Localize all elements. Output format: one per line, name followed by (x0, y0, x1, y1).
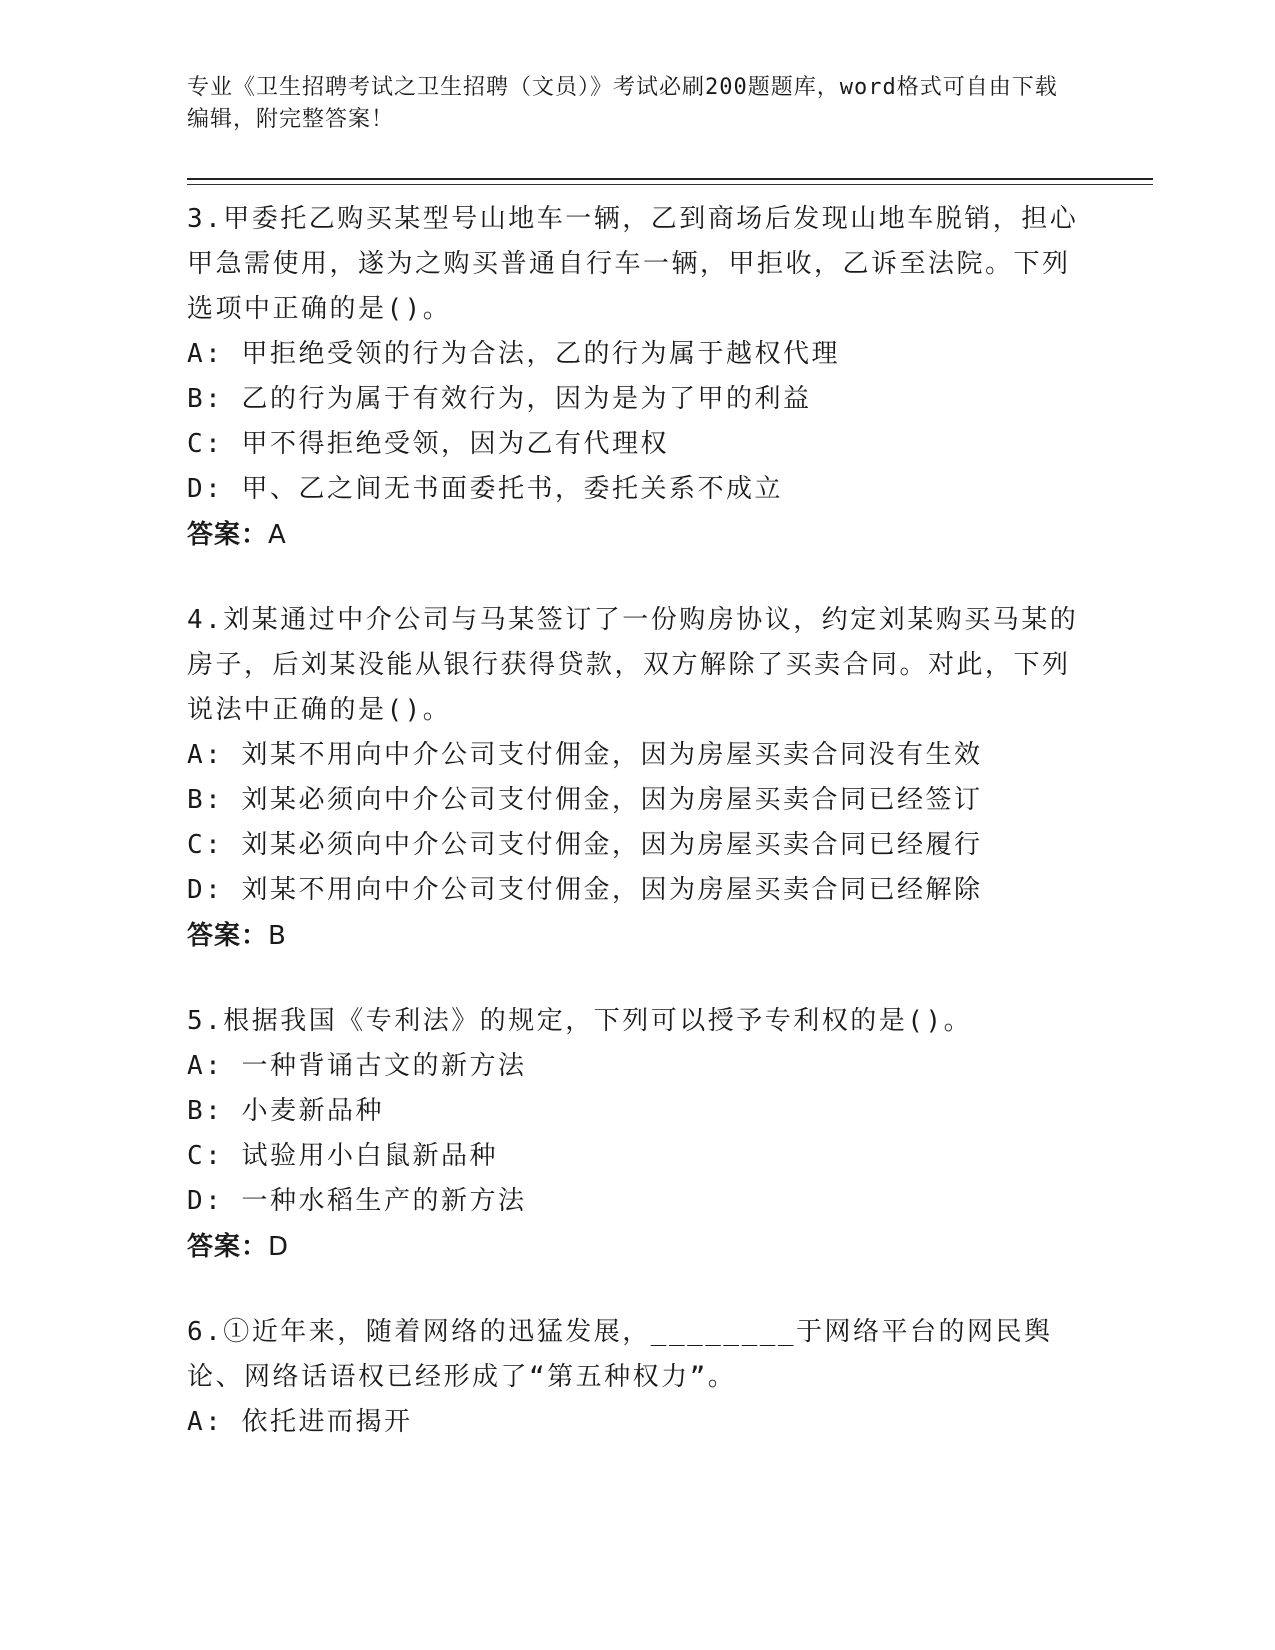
option-d: D: 甲、乙之间无书面委托书，委托关系不成立 (187, 474, 783, 504)
answer-line (187, 913, 1153, 959)
header-rule-thin (187, 184, 1153, 185)
answer-label: 答案： (187, 921, 269, 951)
option-d: D: 一种水稻生产的新方法 (187, 1186, 527, 1216)
question-4 (187, 598, 1153, 959)
answer-line (187, 1224, 1153, 1270)
option-c: C: 试验用小白鼠新品种 (187, 1141, 498, 1171)
question-stem: 4.刘某通过中介公司与马某签订了一份购房协议，约定刘某购买马某的房子，后刘某没能从银行获得贷款，双方解除了买卖合同。对此，下列说法中正确的是()。 (187, 605, 1079, 725)
question-6 (187, 1310, 1153, 1445)
option-b: B: 刘某必须向中介公司支付佣金，因为房屋买卖合同已经签订 (187, 785, 983, 815)
question-3 (187, 197, 1153, 558)
document-page (187, 72, 1153, 1632)
question-stem: 3.甲委托乙购买某型号山地车一辆，乙到商场后发现山地车脱销，担心甲急需使用，遂为之购买普通自行车一辆，甲拒收，乙诉至法院。下列选项中正确的是()。 (187, 204, 1079, 324)
option-d: D: 刘某不用向中介公司支付佣金，因为房屋买卖合同已经解除 (187, 875, 983, 905)
answer-value: A (268, 520, 287, 550)
option-c: C: 刘某必须向中介公司支付佣金，因为房屋买卖合同已经履行 (187, 830, 983, 860)
header-rule-thick (187, 178, 1153, 180)
option-c: C: 甲不得拒绝受领，因为乙有代理权 (187, 429, 669, 459)
header-rule (187, 178, 1153, 185)
question-stem: 6.①近年来，随着网络的迅猛发展，________于网络平台的网民舆论、网络话语权已经形成了“第五种权力”。 (187, 1317, 1053, 1392)
option-a: A: 甲拒绝受领的行为合法，乙的行为属于越权代理 (187, 339, 840, 369)
option-a: A: 一种背诵古文的新方法 (187, 1051, 527, 1081)
document-header: 专业《卫生招聘考试之卫生招聘（文员）》考试必刷200题题库，word格式可自由下载编辑，附完整答案！ (187, 75, 1058, 132)
answer-value: D (268, 1232, 290, 1262)
option-a: A: 依托进而揭开 (187, 1407, 413, 1437)
answer-label: 答案： (187, 1232, 269, 1262)
answer-label: 答案： (187, 520, 269, 550)
answer-line (187, 512, 1153, 558)
option-b: B: 小麦新品种 (187, 1096, 384, 1126)
question-stem: 5.根据我国《专利法》的规定，下列可以授予专利权的是()。 (187, 1006, 973, 1036)
option-b: B: 乙的行为属于有效行为，因为是为了甲的利益 (187, 384, 812, 414)
question-5 (187, 999, 1153, 1270)
option-a: A: 刘某不用向中介公司支付佣金，因为房屋买卖合同没有生效 (187, 740, 983, 770)
answer-value: B (268, 921, 287, 951)
